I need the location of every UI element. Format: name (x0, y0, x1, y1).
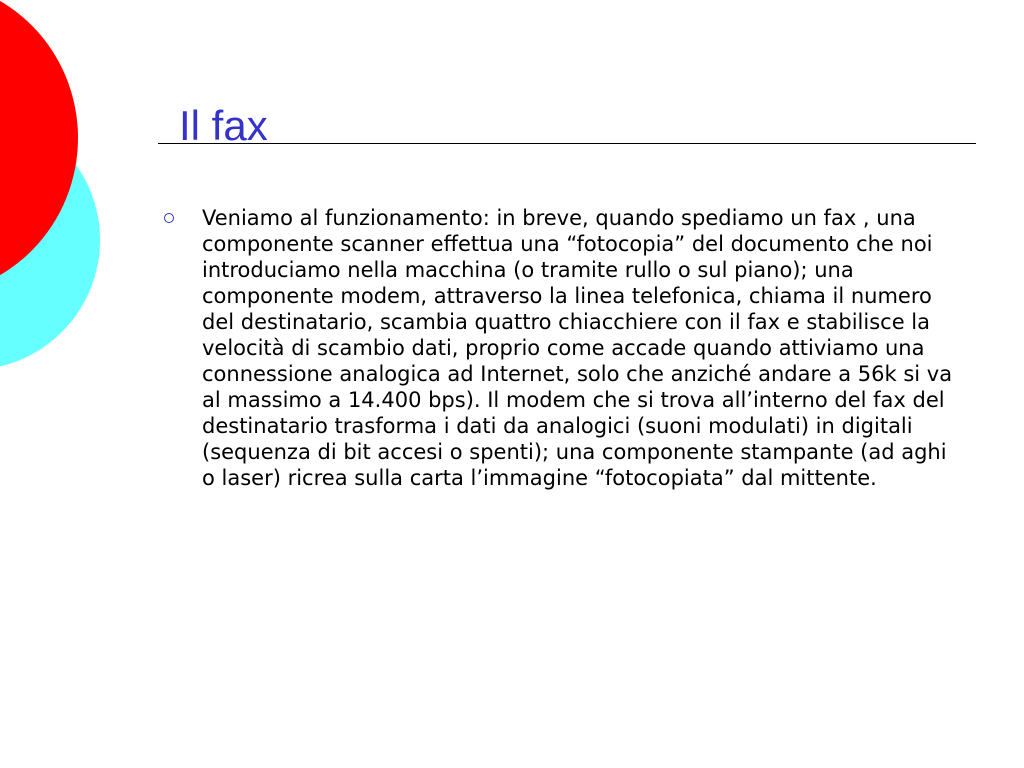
title-divider (158, 143, 976, 144)
slide-body (164, 205, 964, 491)
bullet-item (164, 205, 964, 491)
hollow-circle-bullet-icon (164, 213, 174, 223)
bullet-text: Veniamo al funzionamento: in breve, quando spediamo un fax , una componente scanner effettua una “fotocopia” del documento che noi introduciamo nella macchina (o tramite rullo o sul piano); una componente modem, attraverso la linea telefonica, chiama il numero del destinatario, scambia quattro chiacchiere con il fax e stabilisce la velocità di scambio dati, proprio come accade quando attiviamo una connessione analogica ad Internet, solo che anziché andare a 56k si va al massimo a 14.400 bps). Il modem che si trova all’interno del fax del destinatario trasforma i dati da analogici (suoni modulati) in digitali (sequenza di bit accesi o spenti); una componente stampante (ad aghi o laser) ricrea sulla carta l’immagine “fotocopiata” dal mittente. (202, 206, 953, 490)
slide-title: Il fax (179, 102, 268, 149)
